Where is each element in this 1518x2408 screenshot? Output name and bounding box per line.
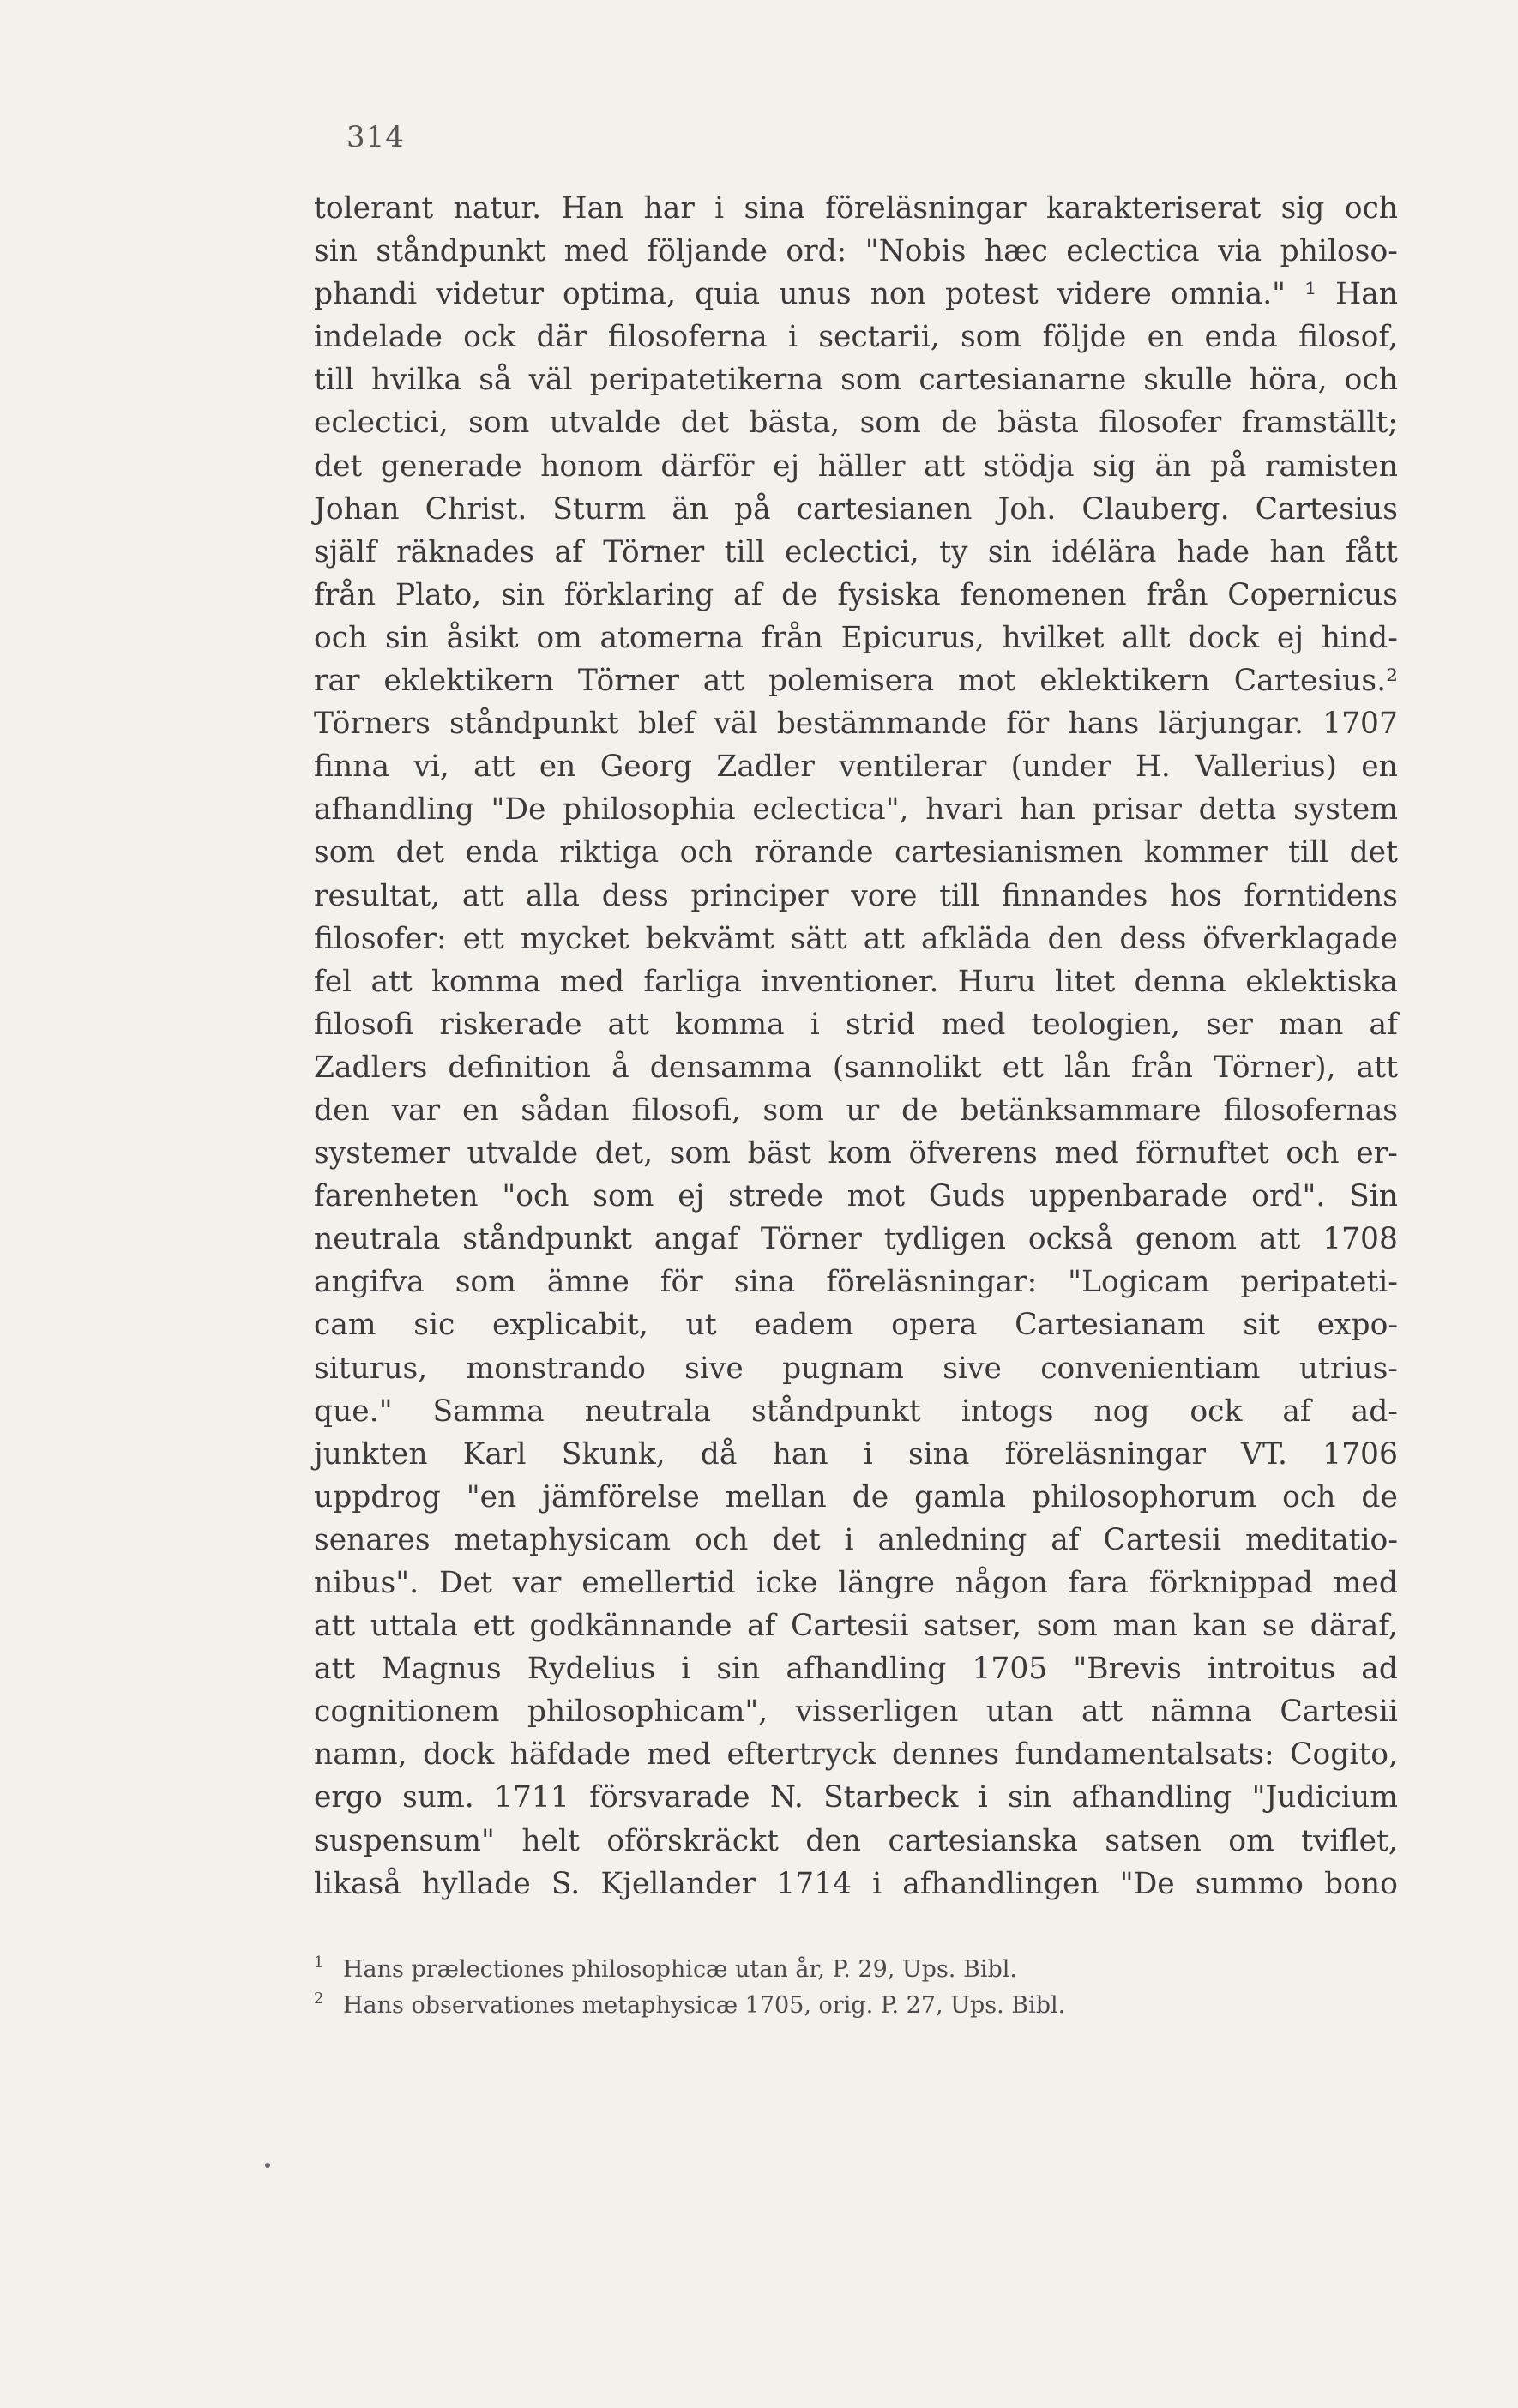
text-line: finna vi, att en Georg Zadler ventilerar (under H. Vallerius) en bbox=[314, 749, 1398, 785]
text-line: sin ståndpunkt med följande ord: "Nobis hæc eclectica via philoso- bbox=[314, 234, 1398, 269]
text-line: eclectici, som utvalde det bästa, som de bästa filosofer framställt; bbox=[314, 406, 1398, 441]
text-line: systemer utvalde det, som bäst kom öfverens med förnuftet och er- bbox=[314, 1136, 1398, 1171]
text-line: filosofer: ett mycket bekvämt sätt att afkläda den dess öfverklagade bbox=[314, 921, 1398, 956]
text-line: att uttala ett godkännande af Cartesii satser, som man kan se däraf, bbox=[314, 1609, 1398, 1644]
text-line: fel att komma med farliga inventioner. Huru litet denna eklektiska bbox=[314, 964, 1398, 999]
text-line: uppdrog "en jämförelse mellan de gamla philosophorum och de bbox=[314, 1479, 1398, 1514]
text-line: och sin åsikt om atomerna från Epicurus, hvilket allt dock ej hind- bbox=[314, 620, 1398, 655]
text-line: som det enda riktiga och rörande cartesianismen kommer till det bbox=[314, 835, 1398, 870]
text-line: farenheten "och som ej strede mot Guds uppenbarade ord". Sin bbox=[314, 1179, 1398, 1214]
text-line: själf räknades af Törner till eclectici, ty sin idélära hade han fått bbox=[314, 534, 1398, 569]
text-line: resultat, att alla dess principer vore till finnandes hos forntidens bbox=[314, 878, 1398, 913]
text-line: Zadlers definition å densamma (sannolikt ett lån från Törner), att bbox=[314, 1050, 1398, 1085]
text-line: Törners ståndpunkt blef väl bestämmande för hans lärjungar. 1707 bbox=[314, 707, 1398, 742]
text-line: suspensum" helt oförskräckt den cartesianska satsen om tviflet, bbox=[314, 1823, 1398, 1858]
text-line: siturus, monstrando sive pugnam sive convenientiam utrius- bbox=[314, 1351, 1398, 1386]
text-line: afhandling "De philosophia eclectica", hvari han prisar detta system bbox=[314, 792, 1398, 828]
text-line: till hvilka så väl peripatetikerna som cartesianarne skulle höra, och bbox=[314, 363, 1398, 398]
footnote-text: Hans prælectiones philosophicæ utan år, P. 29, Ups. Bibl. bbox=[343, 1956, 1017, 1983]
text-line: filosofi riskerade att komma i strid med teologien, ser man af bbox=[314, 1007, 1398, 1042]
footnote-mark: 2 bbox=[314, 1990, 324, 2008]
text-line: que." Samma neutrala ståndpunkt intogs nog ock af ad- bbox=[314, 1394, 1398, 1429]
text-line: från Plato, sin förklaring af de fysiska fenomenen från Copernicus bbox=[314, 577, 1398, 612]
text-line: junkten Karl Skunk, då han i sina föreläsningar VT. 1706 bbox=[314, 1436, 1398, 1472]
text-line: likaså hyllade S. Kjellander 1714 i afhandlingen "De summo bono bbox=[314, 1866, 1398, 1901]
text-line: rar eklektikern Törner att polemisera mot eklektikern Cartesius.² bbox=[314, 664, 1398, 699]
page-number: 314 bbox=[346, 120, 405, 154]
text-line: angifva som ämne för sina föreläsningar: "Logicam peripateti- bbox=[314, 1265, 1398, 1300]
text-line: indelade ock där filosoferna i sectarii, som följde en enda filosof, bbox=[314, 320, 1398, 355]
text-line: tolerant natur. Han har i sina föreläsningar karakteriserat sig och bbox=[314, 191, 1398, 226]
text-line: det generade honom därför ej häller att stödja sig än på ramisten bbox=[314, 448, 1398, 484]
text-line: den var en sådan filosofi, som ur de betänksammare filosofernas bbox=[314, 1093, 1398, 1128]
footnote-mark: 1 bbox=[314, 1953, 324, 1972]
text-line: Johan Christ. Sturm än på cartesianen Joh. Clauberg. Cartesius bbox=[314, 491, 1398, 527]
text-line: att Magnus Rydelius i sin afhandling 1705 "Brevis introitus ad bbox=[314, 1652, 1398, 1687]
text-line: namn, dock häfdade med eftertryck dennes fundamentalsats: Cogito, bbox=[314, 1737, 1398, 1773]
text-line: phandi videtur optima, quia unus non potest videre omnia." ¹ Han bbox=[314, 277, 1398, 312]
body-text bbox=[314, 187, 1398, 1905]
footnote bbox=[314, 1952, 1398, 1988]
footnote bbox=[314, 1988, 1398, 2024]
text-line: cognitionem philosophicam", visserligen utan att nämna Cartesii bbox=[314, 1695, 1398, 1730]
text-line: cam sic explicabit, ut eadem opera Cartesianam sit expo- bbox=[314, 1308, 1398, 1343]
text-line: senares metaphysicam och det i anledning af Cartesii meditatio- bbox=[314, 1522, 1398, 1557]
footnotes bbox=[314, 1952, 1398, 2024]
footnote-text: Hans observationes metaphysicæ 1705, orig. P. 27, Ups. Bibl. bbox=[343, 1992, 1066, 2019]
print-speck bbox=[265, 2163, 270, 2168]
text-line: ergo sum. 1711 försvarade N. Starbeck i sin afhandling "Judicium bbox=[314, 1780, 1398, 1815]
text-line: neutrala ståndpunkt angaf Törner tydligen också genom att 1708 bbox=[314, 1222, 1398, 1257]
text-line: nibus". Det var emellertid icke längre någon fara förknippad med bbox=[314, 1566, 1398, 1600]
